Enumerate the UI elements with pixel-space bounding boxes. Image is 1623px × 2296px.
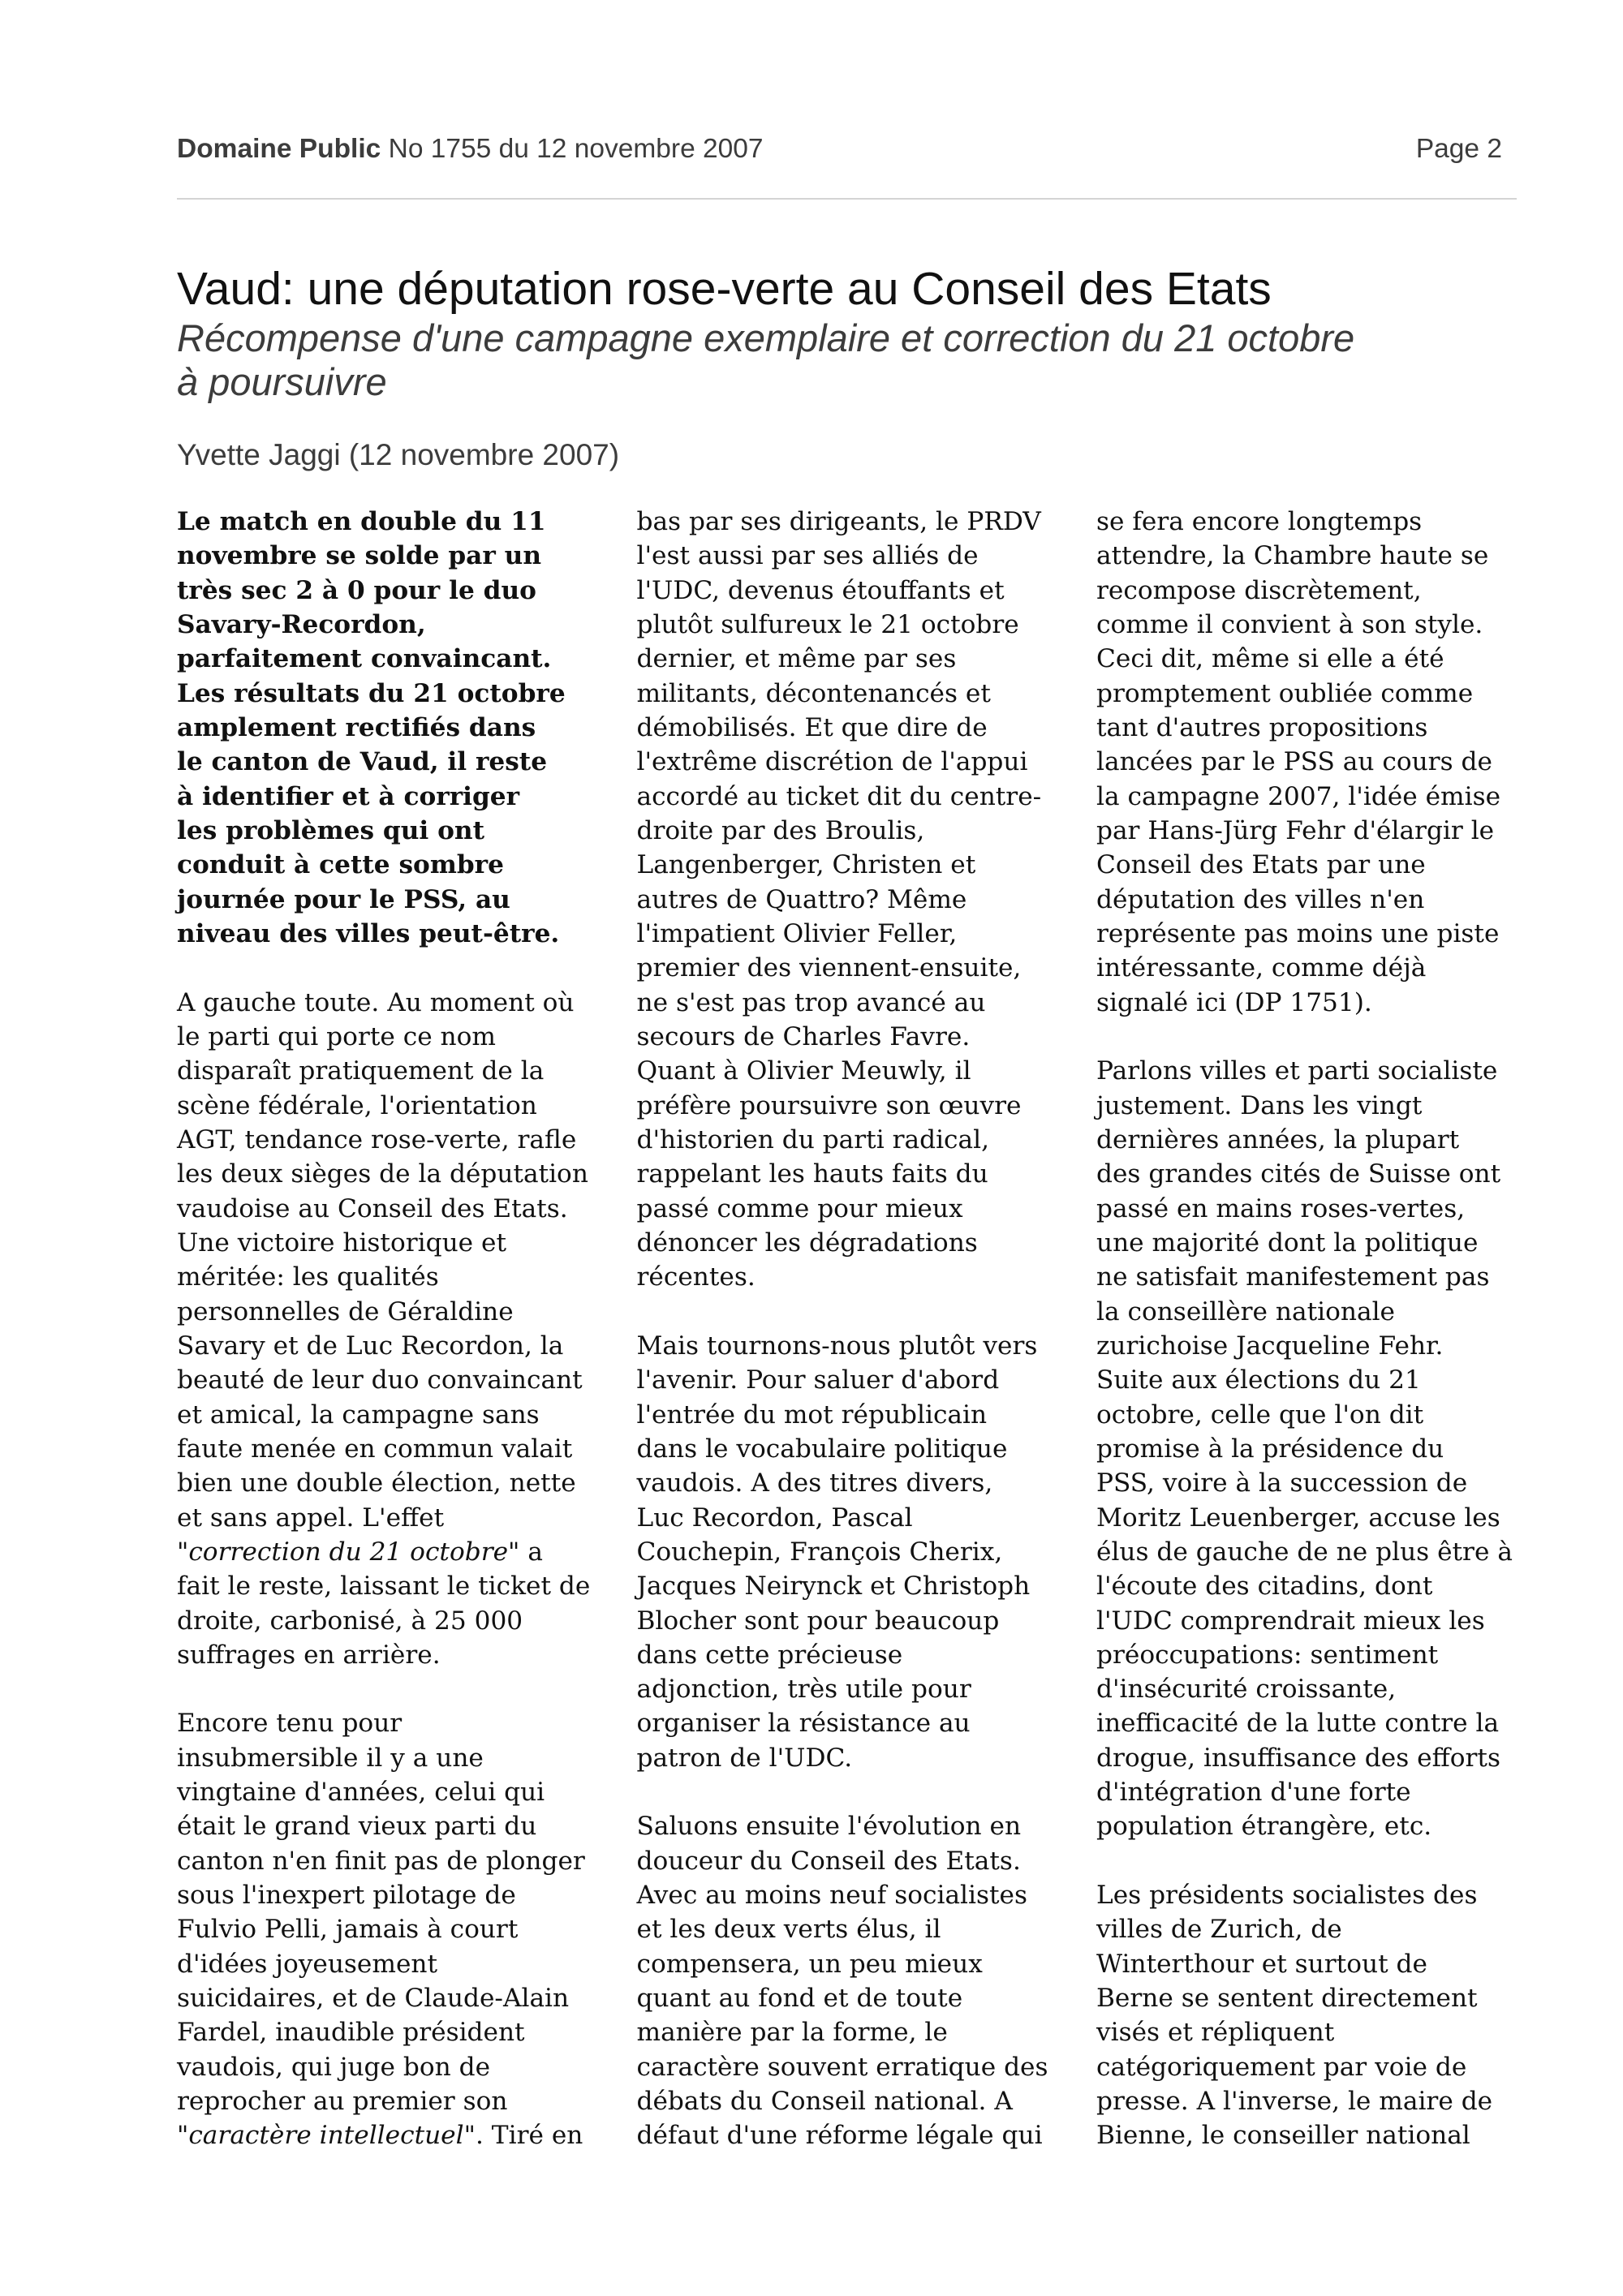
- text-column-1: [177, 505, 607, 2187]
- text-line: vaudoise au Conseil des Etats.: [177, 1193, 568, 1223]
- text-line: niveau des villes peut-être.: [177, 918, 560, 948]
- text-line: une majorité dont la politique: [1096, 1228, 1479, 1258]
- text-line: parfaitement convaincant.: [177, 644, 552, 674]
- text-line: élus de gauche de ne plus être à: [1096, 1537, 1513, 1567]
- text-line: le canton de Vaud, il reste: [177, 747, 548, 777]
- text-line: le parti qui porte ce nom: [177, 1021, 496, 1051]
- text-line: et les deux verts élus, il: [636, 1915, 941, 1945]
- issue-info: No 1755 du 12 novembre 2007: [388, 134, 764, 164]
- text-line: attendre, la Chambre haute se: [1096, 541, 1489, 571]
- text-line: vaudois. A des titres divers,: [636, 1468, 993, 1498]
- text-segment: . Tiré en: [475, 2121, 583, 2151]
- text-line: AGT, tendance rose-verte, rafle: [177, 1124, 577, 1154]
- text-line: d'intégration d'une forte: [1096, 1778, 1411, 1808]
- text-line: récentes.: [636, 1262, 756, 1292]
- text-line: intéressante, comme déjà: [1096, 953, 1427, 983]
- text-line: octobre, celle que l'on dit: [1096, 1400, 1424, 1430]
- text-line: Jacques Neirynck et Christoph: [636, 1572, 1031, 1602]
- text-line: l'entrée du mot républicain: [636, 1400, 988, 1430]
- article-subtitle: [177, 316, 1354, 404]
- article-body: [177, 505, 1526, 2187]
- text-line: droite, carbonisé, à 25 000: [177, 1606, 523, 1636]
- text-line: zurichoise Jacqueline Fehr.: [1096, 1331, 1444, 1361]
- text-line: et sans appel. L'effet: [177, 1503, 445, 1533]
- text-line: et amical, la campagne sans: [177, 1400, 540, 1430]
- text-line: manière par la forme, le: [636, 2018, 948, 2048]
- text-line: très sec 2 à 0 pour le duo: [177, 575, 536, 605]
- text-line: militants, décontenancés et: [636, 678, 991, 708]
- text-line: était le grand vieux parti du: [177, 1812, 537, 1842]
- text-line: conduit à cette sombre: [177, 850, 504, 880]
- text-line: les deux sièges de la députation: [177, 1159, 588, 1189]
- text-line: faute menée en commun valait: [177, 1434, 573, 1464]
- text-line: suffrages en arrière.: [177, 1640, 441, 1670]
- text-line: députation des villes n'en: [1096, 884, 1425, 914]
- text-line: dernier, et même par ses: [636, 644, 957, 674]
- text-line: Langenberger, Christen et: [636, 850, 976, 880]
- lead-paragraph: [177, 505, 607, 951]
- text-line: lancées par le PSS au cours de: [1096, 747, 1492, 777]
- text-line: l'avenir. Pour saluer d'abord: [636, 1365, 1000, 1395]
- body-paragraph: [637, 1329, 1067, 1775]
- text-line: dernières années, la plupart: [1096, 1124, 1460, 1154]
- text-line: Savary-Recordon,: [177, 609, 426, 639]
- text-line: insubmersible il y a une: [177, 1743, 484, 1773]
- quoted-phrase: "correction du 21 octobre": [177, 1537, 520, 1567]
- text-line: par Hans-Jürg Fehr d'élargir le: [1096, 815, 1495, 845]
- text-line: Encore tenu pour: [177, 1709, 403, 1739]
- text-line: douceur du Conseil des Etats.: [636, 1846, 1021, 1876]
- text-line: signalé ici (DP 1751).: [1096, 987, 1372, 1017]
- quoted-phrase: "caractère intellectuel": [177, 2121, 476, 2151]
- text-line: défaut d'une réforme légale qui: [636, 2121, 1043, 2151]
- text-line: bien une double élection, nette: [177, 1468, 576, 1498]
- text-line: patron de l'UDC.: [636, 1743, 853, 1773]
- text-line: Avec au moins neuf socialistes: [636, 1881, 1027, 1911]
- text-line: presse. A l'inverse, le maire de: [1096, 2087, 1493, 2117]
- text-line: Quant à Olivier Meuwly, il: [636, 1056, 971, 1086]
- text-line: sous l'inexpert pilotage de: [177, 1881, 516, 1911]
- text-line: PSS, voire à la succession de: [1096, 1468, 1468, 1498]
- text-line: adjonction, très utile pour: [636, 1675, 971, 1705]
- text-line: quant au fond et de toute: [636, 1984, 963, 2014]
- article-title: Vaud: une députation rose-verte au Conseil des Etats: [177, 263, 1272, 315]
- text-line: démobilisés. Et que dire de: [636, 712, 988, 742]
- text-line: organiser la résistance au: [636, 1709, 971, 1739]
- text-segment: a: [519, 1537, 543, 1567]
- text-line: d'insécurité croissante,: [1096, 1675, 1397, 1705]
- subtitle-line: Récompense d'une campagne exemplaire et correction du 21 octobre: [177, 316, 1355, 359]
- text-line: promptement oubliée comme: [1096, 678, 1474, 708]
- text-line: [177, 1535, 607, 1569]
- text-line: débats du Conseil national. A: [636, 2087, 1013, 2117]
- text-line: Bienne, le conseiller national: [1096, 2121, 1470, 2151]
- text-line: journée pour le PSS, au: [177, 884, 510, 914]
- text-line: se fera encore longtemps: [1096, 507, 1423, 536]
- text-line: population étrangère, etc.: [1096, 1812, 1432, 1842]
- text-line: A gauche toute. Au moment où: [177, 987, 575, 1017]
- text-line: Winterthour et surtout de: [1096, 1949, 1427, 1979]
- text-line: l'UDC comprendrait mieux les: [1096, 1606, 1485, 1636]
- text-line: Fulvio Pelli, jamais à court: [177, 1915, 519, 1945]
- text-line: comme il convient à son style.: [1096, 609, 1483, 639]
- body-paragraph: [637, 505, 1067, 1295]
- body-paragraph: [177, 986, 607, 1673]
- text-column-3: [1096, 505, 1526, 2187]
- text-line: la conseillère nationale: [1096, 1296, 1396, 1326]
- text-line: Les présidents socialistes des: [1096, 1881, 1478, 1911]
- text-line: préoccupations: sentiment: [1096, 1640, 1439, 1670]
- text-line: personnelles de Géraldine: [177, 1296, 514, 1326]
- text-line: Le match en double du 11: [177, 507, 546, 536]
- text-line: ne s'est pas trop avancé au: [636, 987, 986, 1017]
- text-line: Parlons villes et parti socialiste: [1096, 1056, 1498, 1086]
- running-head: [177, 133, 764, 166]
- text-line: promise à la présidence du: [1096, 1434, 1444, 1464]
- text-line: disparaît pratiquement de la: [177, 1056, 545, 1086]
- text-line: plutôt sulfureux le 21 octobre: [636, 609, 1019, 639]
- text-line: secours de Charles Favre.: [636, 1021, 971, 1051]
- text-line: préfère poursuivre son œuvre: [636, 1090, 1022, 1120]
- text-line: justement. Dans les vingt: [1096, 1090, 1423, 1120]
- text-line: compensera, un peu mieux: [636, 1949, 983, 1979]
- text-line: d'idées joyeusement: [177, 1949, 438, 1979]
- text-line: autres de Quattro? Même: [636, 884, 967, 914]
- text-line: [177, 2118, 607, 2152]
- subtitle-line: à poursuivre: [177, 360, 387, 403]
- publication-name: Domaine Public: [177, 134, 381, 164]
- text-line: d'historien du parti radical,: [636, 1124, 989, 1154]
- text-line: Une victoire historique et: [177, 1228, 507, 1258]
- text-line: droite par des Broulis,: [636, 815, 925, 845]
- text-line: catégoriquement par voie de: [1096, 2052, 1467, 2082]
- text-line: Moritz Leuenberger, accuse les: [1096, 1503, 1500, 1533]
- text-line: Mais tournons-nous plutôt vers: [636, 1331, 1038, 1361]
- text-line: amplement rectifiés dans: [177, 712, 536, 742]
- text-line: Fardel, inaudible président: [177, 2018, 525, 2048]
- text-line: Berne se sentent directement: [1096, 1984, 1478, 2014]
- text-line: dans cette précieuse: [636, 1640, 903, 1670]
- text-line: Ceci dit, même si elle a été: [1096, 644, 1444, 674]
- text-line: dans le vocabulaire politique: [636, 1434, 1008, 1464]
- text-line: accordé au ticket dit du centre-: [636, 781, 1042, 811]
- text-line: reprocher au premier son: [177, 2087, 508, 2117]
- text-line: Savary et de Luc Recordon, la: [177, 1331, 564, 1361]
- text-line: fait le reste, laissant le ticket de: [177, 1572, 591, 1602]
- text-line: Luc Recordon, Pascal: [636, 1503, 913, 1533]
- text-line: tant d'autres propositions: [1096, 712, 1428, 742]
- text-line: bas par ses dirigeants, le PRDV: [636, 507, 1041, 536]
- text-line: recompose discrètement,: [1096, 575, 1422, 605]
- text-line: Blocher sont pour beaucoup: [636, 1606, 1000, 1636]
- page-number: Page 2: [1415, 134, 1502, 164]
- byline: Yvette Jaggi (12 novembre 2007): [177, 438, 620, 471]
- body-paragraph: [1096, 1054, 1526, 1844]
- text-line: caractère souvent erratique des: [636, 2052, 1048, 2082]
- text-line: Conseil des Etats par une: [1096, 850, 1426, 880]
- body-paragraph: [177, 1706, 607, 2152]
- text-line: la campagne 2007, l'idée émise: [1096, 781, 1501, 811]
- text-line: canton n'en finit pas de plonger: [177, 1846, 585, 1876]
- text-line: vingtaine d'années, celui qui: [177, 1778, 545, 1808]
- text-line: Les résultats du 21 octobre: [177, 678, 566, 708]
- text-line: les problèmes qui ont: [177, 815, 484, 845]
- text-line: drogue, insuffisance des efforts: [1096, 1743, 1500, 1773]
- text-line: villes de Zurich, de: [1096, 1915, 1342, 1945]
- text-line: à identifier et à corriger: [177, 781, 520, 811]
- text-line: beauté de leur duo convaincant: [177, 1365, 583, 1395]
- text-line: ne satisfait manifestement pas: [1096, 1262, 1490, 1292]
- text-line: premier des viennent-ensuite,: [636, 953, 1022, 983]
- body-paragraph: [637, 1809, 1067, 2152]
- text-line: des grandes cités de Suisse ont: [1096, 1159, 1501, 1189]
- text-line: passé comme pour mieux: [636, 1193, 963, 1223]
- text-line: inefficacité de la lutte contre la: [1096, 1709, 1500, 1739]
- text-line: l'UDC, devenus étouffants et: [636, 575, 1005, 605]
- text-line: suicidaires, et de Claude-Alain: [177, 1984, 570, 2014]
- body-paragraph: [1096, 505, 1526, 1020]
- text-line: l'extrême discrétion de l'appui: [636, 747, 1028, 777]
- text-line: Saluons ensuite l'évolution en: [636, 1812, 1022, 1842]
- text-line: scène fédérale, l'orientation: [177, 1090, 537, 1120]
- text-line: vaudois, qui juge bon de: [177, 2052, 491, 2082]
- text-line: Couchepin, François Cherix,: [636, 1537, 1003, 1567]
- text-line: Suite aux élections du 21: [1096, 1365, 1421, 1395]
- text-line: rappelant les hauts faits du: [636, 1159, 988, 1189]
- text-column-2: [637, 505, 1067, 2187]
- text-line: visés et répliquent: [1096, 2018, 1335, 2048]
- text-line: l'impatient Olivier Feller,: [636, 918, 958, 948]
- text-line: représente pas moins une piste: [1096, 918, 1500, 948]
- text-line: novembre se solde par un: [177, 541, 542, 571]
- text-line: l'écoute des citadins, dont: [1096, 1572, 1433, 1602]
- text-line: l'est aussi par ses alliés de: [636, 541, 979, 571]
- text-line: méritée: les qualités: [177, 1262, 439, 1292]
- header-rule: [177, 198, 1517, 200]
- text-line: passé en mains roses-vertes,: [1096, 1193, 1466, 1223]
- text-line: dénoncer les dégradations: [636, 1228, 978, 1258]
- body-paragraph: [1096, 1878, 1526, 2153]
